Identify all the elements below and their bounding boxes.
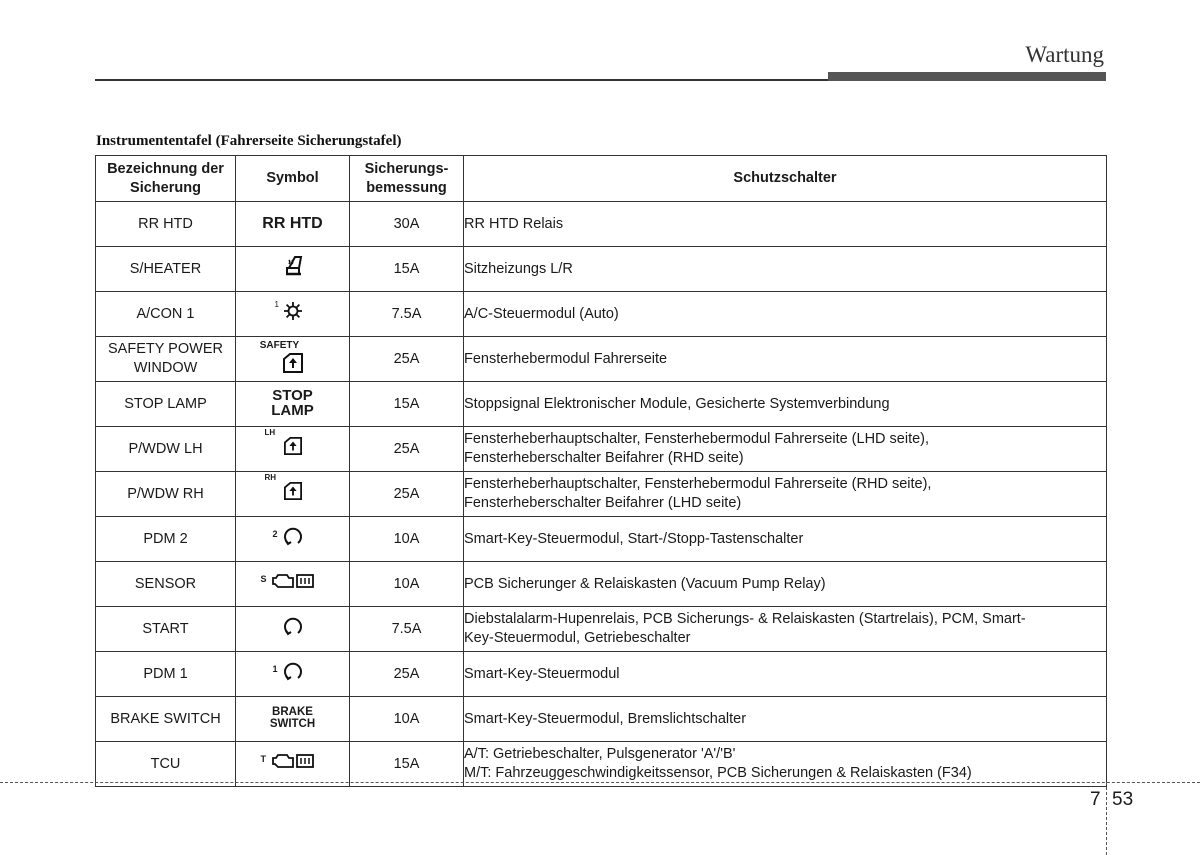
- rear-defrost-symbol-label: RR HTD: [262, 214, 323, 232]
- table-row: [96, 472, 1107, 517]
- symbol-superscript: 1: [274, 300, 279, 309]
- fuse-symbol: [236, 562, 350, 607]
- section-title: Instrumententafel (Fahrerseite Sicherungstafel): [96, 133, 402, 149]
- protected-circuit: PCB Sicherunger & Relaiskasten (Vacuum Pump Relay): [464, 562, 1107, 607]
- fuse-symbol: [236, 382, 350, 427]
- table-row: [96, 292, 1107, 337]
- fuse-name: TCU: [96, 742, 236, 787]
- fuse-symbol: [236, 697, 350, 742]
- fuse-name: A/CON 1: [96, 292, 236, 337]
- protected-circuit: Smart-Key-Steuermodul: [464, 652, 1107, 697]
- protected-circuit: Stoppsignal Elektronischer Module, Gesicherte Systemverbindung: [464, 382, 1107, 427]
- table-row: [96, 652, 1107, 697]
- fuse-rating: 10A: [350, 697, 464, 742]
- seat-heater-icon: [281, 254, 305, 278]
- fuse-name: START: [96, 607, 236, 652]
- protected-circuit-line: Fensterheberhauptschalter, Fensterhebermodul Fahrerseite (RHD seite),: [464, 476, 932, 492]
- fuse-rating: 7.5A: [350, 292, 464, 337]
- protected-circuit-line: Key-Steuermodul, Getriebeschalter: [464, 630, 691, 646]
- protected-circuit: Smart-Key-Steuermodul, Start-/Stopp-Tastenschalter: [464, 517, 1107, 562]
- footer-dashed-rule: [0, 782, 1200, 783]
- fuse-symbol: [236, 472, 350, 517]
- symbol-label: SAFETY: [259, 340, 300, 351]
- chapter-number: 7: [1090, 789, 1101, 810]
- transmission-control-icon: [271, 752, 315, 770]
- protected-circuit: Smart-Key-Steuermodul, Bremslichtschalter: [464, 697, 1107, 742]
- table-row: [96, 427, 1107, 472]
- protected-circuit-line: M/T: Fahrzeuggeschwindigkeitssensor, PCB Sicherungen & Relaiskasten (F34): [464, 765, 972, 781]
- protected-circuit: Sitzheizungs L/R: [464, 247, 1107, 292]
- table-row: [96, 697, 1107, 742]
- protected-circuit: [464, 472, 1107, 517]
- start-icon: [282, 615, 304, 637]
- protected-circuit: A/C-Steuermodul (Auto): [464, 292, 1107, 337]
- footer-vertical-dashed-rule: [1106, 782, 1107, 855]
- fuse-rating: 10A: [350, 562, 464, 607]
- protected-circuit: RR HTD Relais: [464, 202, 1107, 247]
- fuse-symbol: [236, 202, 350, 247]
- table-row: [96, 337, 1107, 382]
- symbol-superscript: 2: [272, 529, 278, 539]
- table-row: [96, 517, 1107, 562]
- fuse-symbol: [236, 652, 350, 697]
- fuse-rating: 7.5A: [350, 607, 464, 652]
- fuse-symbol: [236, 337, 350, 382]
- fuse-name: S/HEATER: [96, 247, 236, 292]
- fuse-name: PDM 1: [96, 652, 236, 697]
- symbol-superscript: T: [260, 754, 266, 764]
- table-row: [96, 562, 1107, 607]
- fuse-symbol: [236, 292, 350, 337]
- power-window-icon: [283, 437, 303, 455]
- fuse-rating: 30A: [350, 202, 464, 247]
- protected-circuit-line: Diebstalalarm-Hupenrelais, PCB Sicherungs- & Relaiskasten (Startrelais), PCM, Smart-: [464, 611, 1026, 627]
- column-header-fuse-name: Bezeichnung der Sicherung: [96, 156, 236, 202]
- fuse-rating: 15A: [350, 742, 464, 787]
- air-conditioning-icon: [283, 301, 303, 321]
- fuse-rating: 15A: [350, 382, 464, 427]
- brake-switch-symbol-label: BRAKE SWITCH: [269, 705, 316, 730]
- table-row: [96, 607, 1107, 652]
- fuse-name: BRAKE SWITCH: [96, 697, 236, 742]
- protected-circuit-line: A/T: Getriebeschalter, Pulsgenerator 'A'/'B': [464, 746, 736, 762]
- power-start-icon: [282, 525, 304, 547]
- fuse-name: PDM 2: [96, 517, 236, 562]
- column-header-symbol: Symbol: [236, 156, 350, 202]
- table-row: [96, 382, 1107, 427]
- fuse-name: RR HTD: [96, 202, 236, 247]
- table-row: [96, 202, 1107, 247]
- table-row: [96, 742, 1107, 787]
- symbol-superscript: 1: [272, 664, 278, 674]
- fuse-rating: 25A: [350, 337, 464, 382]
- header-rule: [95, 79, 830, 81]
- fuse-table: [95, 155, 1107, 787]
- table-row: [96, 247, 1107, 292]
- protected-circuit: [464, 607, 1107, 652]
- protected-circuit-line: Fensterheberschalter Beifahrer (RHD seite): [464, 450, 744, 466]
- stop-lamp-symbol-label: STOP LAMP: [271, 386, 314, 419]
- symbol-superscript: S: [260, 574, 267, 584]
- fuse-symbol: [236, 607, 350, 652]
- power-window-icon: [283, 482, 303, 500]
- fuse-rating: 10A: [350, 517, 464, 562]
- page-number: 53: [1112, 789, 1134, 810]
- fuse-name: SAFETY POWER WINDOW: [96, 337, 236, 382]
- protected-circuit-line: Fensterheberhauptschalter, Fensterhebermodul Fahrerseite (LHD seite),: [464, 431, 930, 447]
- power-start-icon: [282, 660, 304, 682]
- column-header-protected-circuit: Schutzschalter: [464, 156, 1107, 202]
- fuse-symbol: [236, 427, 350, 472]
- fuse-symbol: [236, 247, 350, 292]
- fuse-rating: 25A: [350, 652, 464, 697]
- column-header-rating: Sicherungs-bemessung: [350, 156, 464, 202]
- fuse-rating: 15A: [350, 247, 464, 292]
- protected-circuit: Fensterhebermodul Fahrerseite: [464, 337, 1107, 382]
- power-window-icon: [282, 353, 304, 373]
- engine-sensor-icon: [271, 572, 315, 590]
- protected-circuit: [464, 742, 1107, 787]
- fuse-symbol: [236, 517, 350, 562]
- protected-circuit-line: Fensterheberschalter Beifahrer (LHD seite): [464, 495, 742, 511]
- fuse-name: P/WDW LH: [96, 427, 236, 472]
- fuse-rating: 25A: [350, 472, 464, 517]
- fuse-name: P/WDW RH: [96, 472, 236, 517]
- fuse-name: SENSOR: [96, 562, 236, 607]
- header-rule-accent: [828, 72, 1106, 81]
- fuse-symbol: [236, 742, 350, 787]
- symbol-superscript: LH: [264, 428, 276, 437]
- chapter-header-title: Wartung: [1025, 42, 1104, 67]
- table-header-row: [96, 156, 1107, 202]
- fuse-rating: 25A: [350, 427, 464, 472]
- symbol-superscript: RH: [264, 473, 277, 482]
- fuse-name: STOP LAMP: [96, 382, 236, 427]
- protected-circuit: [464, 427, 1107, 472]
